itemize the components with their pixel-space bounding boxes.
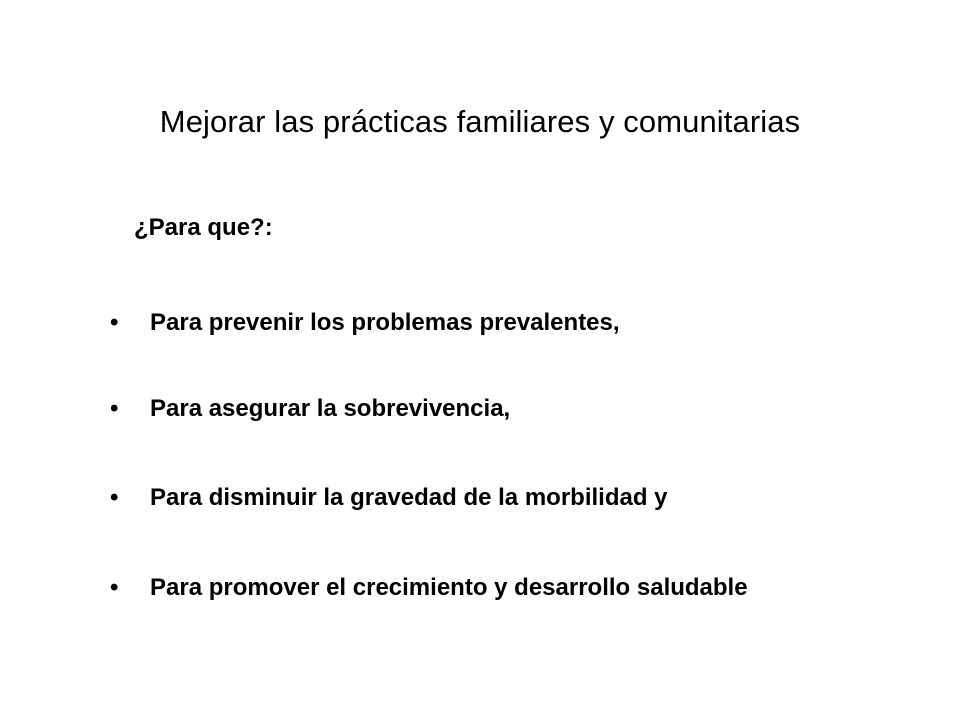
bullet-item-morbidity bbox=[110, 483, 870, 513]
bullet-text: Para prevenir los problemas prevalentes, bbox=[150, 309, 620, 336]
bullet-icon: • bbox=[110, 484, 119, 511]
bullet-icon: • bbox=[110, 574, 119, 601]
bullet-item-prevent bbox=[110, 308, 870, 338]
bullet-text: Para asegurar la sobrevivencia, bbox=[150, 395, 511, 422]
bullet-text: Para disminuir la gravedad de la morbilidad y bbox=[150, 484, 668, 511]
bullet-list bbox=[110, 308, 870, 659]
bullet-text: Para promover el crecimiento y desarrollo saludable bbox=[150, 574, 748, 601]
slide-subtitle: ¿Para que?: bbox=[134, 214, 273, 241]
bullet-item-survival bbox=[110, 394, 870, 424]
slide-title: Mejorar las prácticas familiares y comunitarias bbox=[159, 104, 801, 139]
bullet-icon: • bbox=[110, 309, 119, 336]
bullet-icon: • bbox=[110, 395, 119, 422]
bullet-item-growth bbox=[110, 573, 870, 603]
